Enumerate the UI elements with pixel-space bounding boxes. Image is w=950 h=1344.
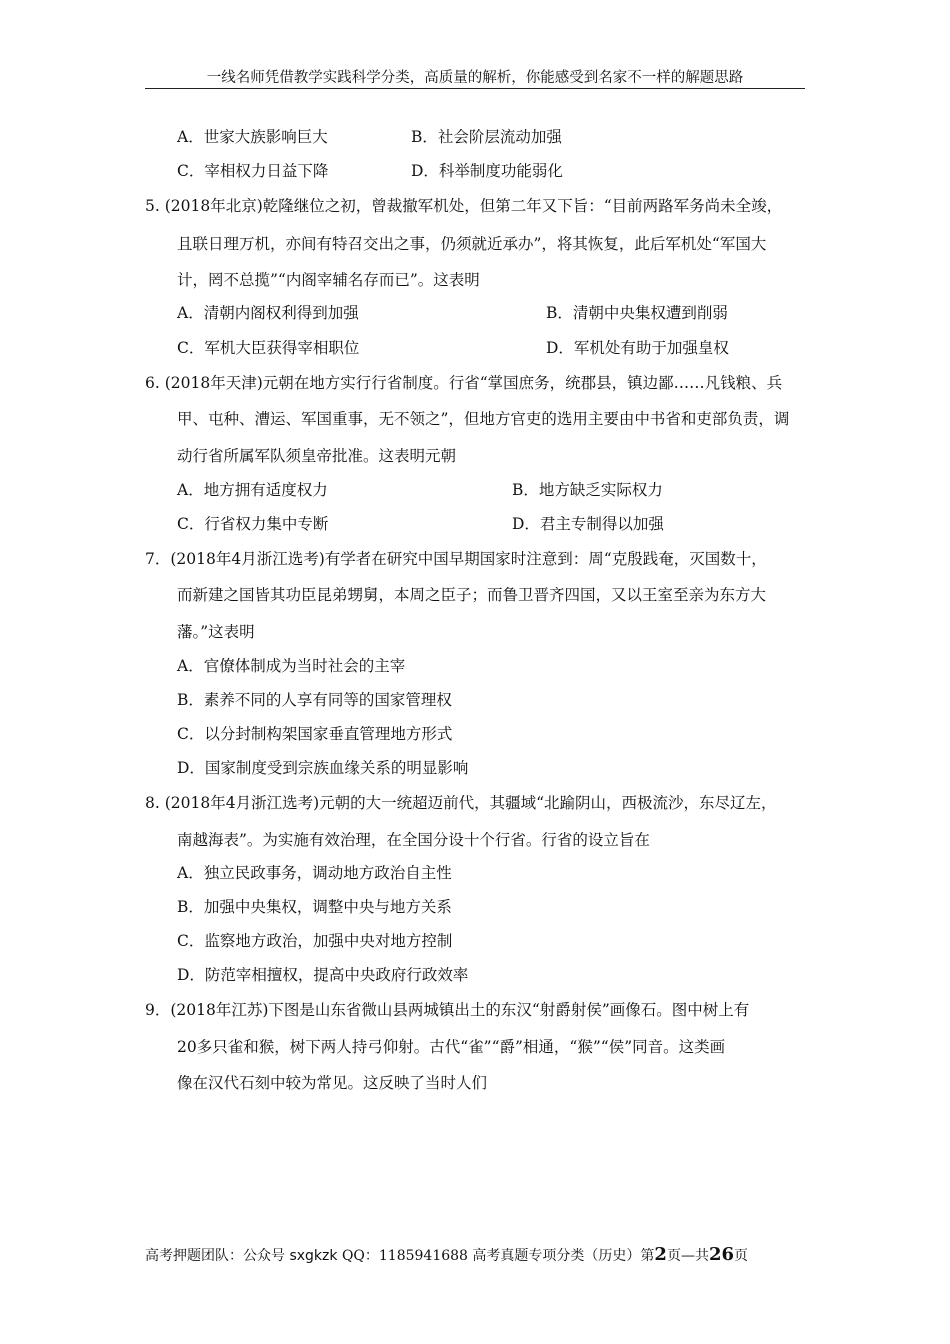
q7-option-a: A．官僚体制成为当时社会的主宰 [177, 657, 406, 675]
q8-option-a: A．独立民政事务，调动地方政治自主性 [177, 864, 452, 882]
q6-stem-line-1: 6. (2018年天津)元朝在地方实行行省制度。行省“掌国庶务，统郡县，镇边鄙……凡钱粮、兵 [145, 374, 783, 392]
q8-option-c: C．监察地方政治，加强中央对地方控制 [177, 932, 453, 950]
q5-option-c: C．军机大臣获得宰相职位 [177, 339, 360, 357]
q5-stem-line-2: 且联日理万机，亦间有特召交出之事，仍须就近承办”，将其恢复，此后军机处“军国大 [177, 235, 767, 253]
q7-stem-line-2: 而新建之国皆其功臣昆弟甥舅，本周之臣子；而鲁卫晋齐四国，又以王室至亲为东方大 [177, 586, 767, 604]
footer-account: sxgkzk [289, 1248, 338, 1264]
q5-stem-line-3: 计，罔不总揽”“内阁宰辅名存而已”。这表明 [177, 271, 480, 289]
q4-option-b: B．社会阶层流动加强 [411, 128, 562, 146]
footer-prefix: 高考押题团队：公众号 [145, 1248, 285, 1264]
q7-option-b: B．素养不同的人享有同等的国家管理权 [177, 691, 452, 709]
q9-stem-line-1: 9．(2018年江苏)下图是山东省微山县两城镇出土的东汉“射爵射侯”画像石。图中树上有 [145, 1001, 750, 1019]
footer-total-pages: 26 [708, 1244, 735, 1265]
footer-page-number: 2 [654, 1244, 667, 1265]
q8-option-d: D．防范宰相擅权，提高中央政府行政效率 [177, 966, 469, 984]
footer-series: 高考真题专项分类（历史）第 [472, 1248, 655, 1264]
header-divider [145, 88, 805, 89]
footer-suffix: 页 [734, 1248, 749, 1264]
q4-option-d: D．科举制度功能弱化 [411, 162, 563, 180]
q8-option-b: B．加强中央集权，调整中央与地方关系 [177, 898, 452, 916]
q9-stem-line-2: 20多只雀和猴，树下两人持弓仰射。古代“雀”“爵”相通，“猴”“侯”同音。这类画 [177, 1038, 726, 1056]
q6-option-c: C．行省权力集中专断 [177, 515, 329, 533]
q7-option-d: D．国家制度受到宗族血缘关系的明显影响 [177, 759, 469, 777]
footer-middle: 页—共 [666, 1248, 709, 1264]
q6-option-b: B．地方缺乏实际权力 [512, 481, 663, 499]
q6-stem-line-3: 动行省所属军队须皇帝批准。这表明元朝 [177, 447, 457, 465]
page-header: 一线名师凭借教学实践科学分类，高质量的解析，你能感受到名家不一样的解题思路 [206, 70, 744, 86]
q9-stem-line-3: 像在汉代石刻中较为常见。这反映了当时人们 [177, 1074, 488, 1092]
q4-option-c: C．宰相权力日益下降 [177, 162, 329, 180]
q4-option-a: A．世家大族影响巨大 [177, 128, 328, 146]
footer-qq: QQ：1185941688 [341, 1248, 468, 1264]
q8-stem-line-2: 南越海表”。为实施有效治理，在全国分设十个行省。行省的设立旨在 [177, 831, 650, 849]
q5-option-a: A．清朝内阁权利得到加强 [177, 304, 359, 322]
q7-option-c: C．以分封制构架国家垂直管理地方形式 [177, 725, 453, 743]
q7-stem-line-1: 7．(2018年4月浙江选考)有学者在研究中国早期国家时注意到：周“克殷践奄，灭国数十， [145, 550, 767, 568]
q6-stem-line-2: 甲、屯种、漕运、军国重事，无不领之”，但地方官吏的选用主要由中书省和吏部负责，调 [177, 410, 790, 428]
q5-option-b: B．清朝中央集权遭到削弱 [546, 304, 728, 322]
q5-stem-line-1: 5. (2018年北京)乾隆继位之初，曾裁撤军机处，但第二年又下旨：“目前两路军务尚未全竣， [145, 197, 783, 215]
q7-stem-line-3: 藩。”这表明 [177, 623, 255, 641]
q8-stem-line-1: 8. (2018年4月浙江选考)元朝的大一统超迈前代，其疆域“北踰阴山，西极流沙，东尽辽左， [145, 794, 777, 812]
q6-option-d: D．君主专制得以加强 [512, 515, 664, 533]
q5-option-d: D．军机处有助于加强皇权 [546, 339, 729, 357]
page-footer [145, 1244, 748, 1265]
q6-option-a: A．地方拥有适度权力 [177, 481, 328, 499]
